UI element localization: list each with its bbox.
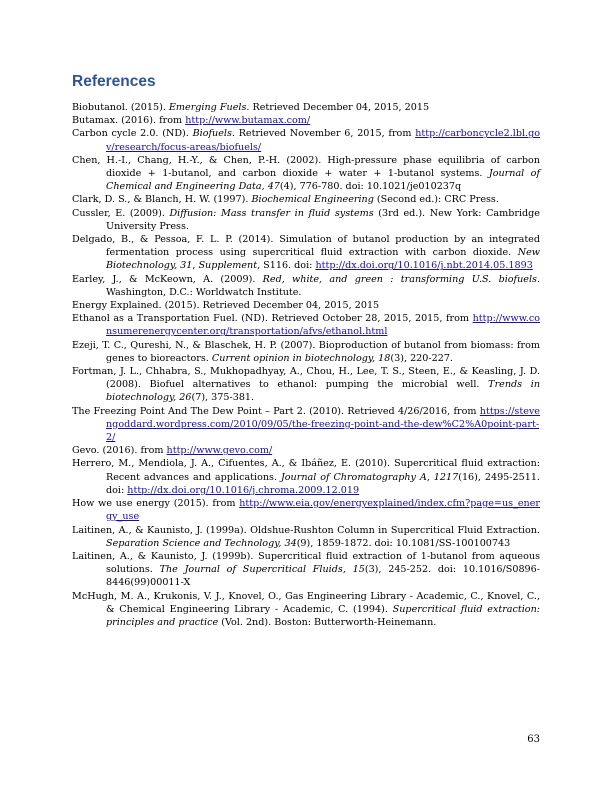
reference-link[interactable]: http://www.butamax.com/: [185, 115, 311, 127]
reference-italic-text: Journal of Chemical and Engineering Data, 47: [106, 168, 540, 193]
reference-entry: [72, 193, 540, 206]
reference-text: (7), 375-381.: [191, 392, 255, 404]
reference-link[interactable]: http://dx.doi.org/10.1016/j.chroma.2009.12.019: [127, 484, 360, 496]
reference-text: Laitinen, A., & Kaunisto, J. (1999a). Oldshue-Rushton Column in Supercritical Fluid Extraction.: [72, 524, 540, 536]
reference-italic-text: Diffusion: Mass transfer in fluid systems: [169, 207, 374, 219]
reference-entry: [72, 339, 540, 365]
reference-text: ,: [192, 260, 199, 272]
reference-text: Delgado, B., & Pessoa, F. L. P. (2014). Simulation of butanol production by an integrated fermentation process using supercritical fluid extraction with carbon dioxide.: [72, 234, 540, 259]
reference-text: Earley, J., & McKeown, A. (2009).: [72, 273, 263, 285]
reference-text: Ethanol as a Transportation Fuel. (ND). Retrieved October 28, 2015, 2015, from: [72, 313, 473, 325]
reference-text: Cussler, E. (2009).: [72, 207, 170, 219]
reference-link[interactable]: https://stevengoddard.wordpress.com/2010/09/05/the-freezing-point-and-the-dew%C2%A0point-part-2/: [106, 405, 540, 444]
reference-link[interactable]: http://www.consumerenergycenter.org/transportation/afvs/ethanol.html: [106, 313, 540, 338]
reference-link[interactable]: http://carboncycle2.lbl.gov/research/focus-areas/biofuels/: [106, 128, 540, 153]
reference-text: , S116. doi:: [257, 260, 316, 272]
reference-list: [72, 101, 540, 629]
reference-text: Butamax. (2016). from: [72, 115, 186, 127]
reference-text: (16), 2495-2511. doi:: [106, 471, 540, 496]
reference-entry: [72, 207, 540, 233]
reference-text: Fortman, J. L., Chhabra, S., Mukhopadhyay, A., Chou, H., Lee, T. S., Steen, E., & Keasling, J. D. (2008). Biofuel alternatives to ethanol: pumping the microbial well.: [72, 366, 540, 391]
reference-link[interactable]: http://dx.doi.org/10.1016/j.nbt.2014.05.1893: [315, 260, 533, 272]
reference-entry: [72, 114, 540, 127]
reference-italic-text: Biochemical Engineering: [251, 194, 374, 206]
reference-text: Carbon cycle 2.0. (ND).: [72, 128, 193, 140]
reference-italic-text: Trends in biotechnology, 26: [106, 379, 541, 404]
reference-italic-text: Emerging Fuels.: [168, 102, 250, 113]
reference-text: Chen, H.-I., Chang, H.-Y., & Chen, P.-H. (2002). High-pressure phase equilibria of carbon dioxide + 1-butanol, and carbon dioxide + water + 1-butanol systems.: [72, 154, 540, 180]
reference-text: (9), 1859-1872. doi: 10.1081/SS-100100743: [296, 537, 511, 549]
reference-text: (3), 220-227.: [390, 352, 453, 364]
reference-link[interactable]: http://www.eia.gov/energyexplained/index.cfm?page=us_energy_use: [106, 498, 540, 523]
reference-entry: [72, 154, 540, 194]
reference-entry: [72, 312, 540, 338]
reference-text: How we use energy (2015). from: [72, 498, 240, 510]
reference-italic-text: Supplement: [198, 260, 258, 272]
reference-text: Laitinen, A., & Kaunisto, J. (1999b). Supercritical fluid extraction of 1-butanol from aqueous solutions.: [72, 550, 540, 576]
reference-text: Biobutanol. (2015).: [72, 102, 169, 113]
page-title: References: [72, 73, 156, 90]
reference-entry: [72, 273, 540, 299]
reference-text: Gevo. (2016). from: [72, 445, 167, 457]
reference-italic-text: Current opinion in biotechnology, 18: [211, 352, 391, 364]
reference-text: McHugh, M. A., Krukonis, V. J., Knovel, O., Gas Engineering Library - Academic, C., Knovel, C., & Chemical Engineering Library - Academic, C. (1994).: [72, 590, 540, 615]
reference-entry: [72, 365, 540, 405]
reference-link[interactable]: http://www.gevo.com/: [166, 445, 273, 457]
reference-text: (4), 776-780. doi: 10.1021/je010237q: [279, 181, 462, 193]
reference-text: (Second ed.): CRC Press.: [373, 194, 499, 206]
reference-text: Energy Explained. (2015). Retrieved December 04, 2015, 2015: [72, 300, 380, 312]
reference-text: . Washington, D.C.: Worldwatch Institute.: [106, 273, 541, 298]
reference-text: (3rd ed.). New York: Cambridge University Press.: [106, 207, 540, 232]
reference-text: (3), 245-252. doi: 10.1016/S0896-8446(99)00011-X: [106, 564, 540, 589]
reference-italic-text: Supercritical fluid extraction: principles and practice: [106, 603, 540, 628]
reference-entry: [72, 497, 540, 523]
reference-italic-text: Separation Science and Technology, 34: [106, 537, 297, 549]
reference-italic-text: The Journal of Supercritical Fluids, 15: [159, 564, 365, 576]
reference-entry: [72, 590, 540, 630]
reference-italic-text: New Biotechnology, 31: [106, 247, 540, 272]
reference-entry: [72, 233, 540, 273]
reference-text: Clark, D. S., & Blanch, H. W. (1997).: [72, 194, 252, 206]
reference-entry: [72, 127, 540, 153]
reference-text: (Vol. 2nd). Boston: Butterworth-Heinemann.: [218, 616, 437, 628]
reference-italic-text: Journal of Chromatography A, 1217: [280, 471, 459, 483]
reference-entry: [72, 101, 540, 114]
reference-entry: [72, 457, 540, 497]
reference-italic-text: Red, white, and green : transforming U.S. biofuels: [262, 273, 537, 285]
reference-text: Retrieved December 04, 2015, 2015: [249, 102, 430, 113]
reference-entry: [72, 550, 540, 590]
reference-text: The Freezing Point And The Dew Point – Part 2. (2010). Retrieved 4/26/2016, from: [72, 405, 480, 417]
reference-text: Ezeji, T. C., Qureshi, N., & Blaschek, H. P. (2007). Bioproduction of butanol from biomass: from genes to bioreactors.: [72, 339, 540, 364]
page-number: 63: [527, 734, 540, 745]
reference-text: Herrero, M., Mendiola, J. A., Cifuentes, A., & Ibáñez, E. (2010). Supercritical fluid extraction: Recent advances and applications.: [72, 458, 540, 483]
reference-entry: [72, 444, 540, 457]
reference-text: Retrieved November 6, 2015, from: [234, 128, 416, 140]
reference-entry: [72, 405, 540, 445]
reference-italic-text: Biofuels.: [192, 128, 235, 140]
reference-entry: [72, 524, 540, 550]
reference-entry: [72, 299, 540, 312]
